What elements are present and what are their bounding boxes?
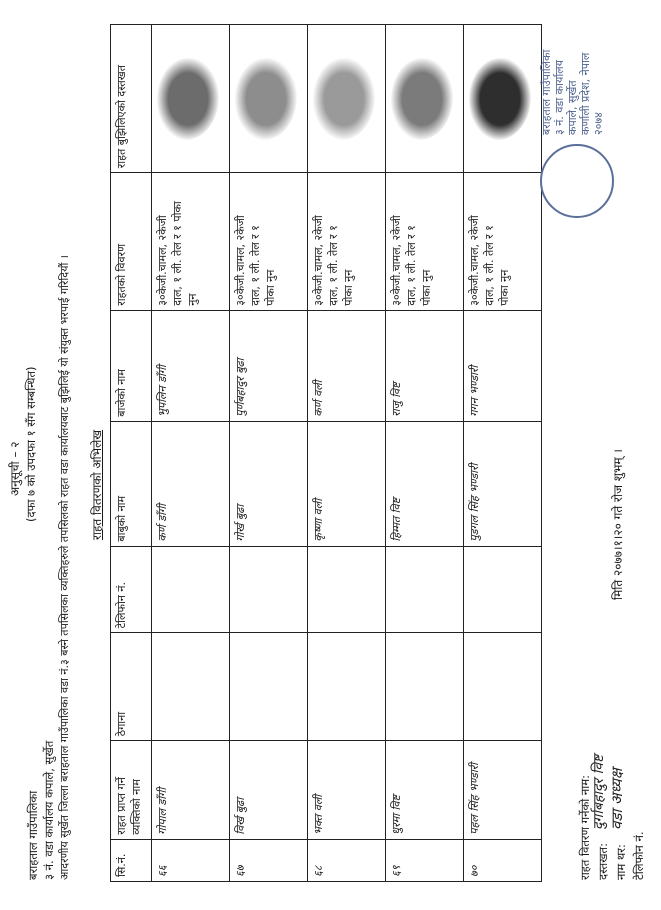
relief-detail-line: पोका नुन — [264, 269, 277, 306]
header-serial: सि.नं. — [111, 839, 152, 881]
thumbprint-icon — [235, 58, 297, 140]
row-thumbprint-signature — [464, 25, 542, 173]
row-serial: ६८ — [308, 839, 386, 881]
record-title: राहत वितरणको अभिलेख — [90, 429, 104, 540]
table-row — [464, 25, 542, 882]
thumbprint-icon — [157, 58, 219, 140]
header-signature: राहत बुझिलिएको दस्तखत — [111, 25, 152, 173]
row-address — [308, 633, 386, 741]
row-address — [152, 633, 230, 741]
row-relief-detail — [386, 173, 464, 311]
row-recipient-name: पहल सिंह भण्डारी — [464, 741, 542, 839]
row-relief-detail — [308, 173, 386, 311]
row-phone — [464, 546, 542, 633]
intro-statement: आदरणीय सुर्खेत जिल्ला बराहताल गाउँपालिका वडा नं.३ बस्ने तपसिलका व्यक्तिहरुले तपसिलको राहत वडा कार्यालयबाट बुझिलिई यो संयुक्त भरपाई गरिदियौं । — [58, 255, 71, 880]
relief-detail-line: नुन — [186, 293, 199, 306]
date-line: मिति २०७७।१।२० गते रोज शुभम् । — [611, 449, 625, 600]
relief-detail-line: ३०केजी.चामल, २केजी — [390, 215, 403, 306]
municipality-name: बराहताल गाउँपालिका — [26, 790, 40, 880]
header-relief-detail: राहतको विवरण — [111, 173, 152, 311]
header-phone: टेलिफोन नं. — [111, 546, 152, 633]
thumbprint-icon — [313, 58, 375, 140]
row-father-name: कर्ण डाँगी — [152, 421, 230, 546]
relief-detail-line: ३०केजी.चामल, २केजी — [234, 215, 247, 306]
phone-label: टेलिफोन नं. — [632, 831, 646, 880]
relief-detail-line: दाल, १ ली. तेल र १ — [249, 225, 262, 306]
row-serial: ७० — [464, 839, 542, 881]
row-address — [386, 633, 464, 741]
row-relief-detail — [230, 173, 308, 311]
row-grandfather-name: गगन भण्डारी — [464, 310, 542, 421]
name-post-label: नाम थर: — [614, 844, 628, 880]
row-recipient-name: विर्ख बुढा — [230, 741, 308, 839]
row-thumbprint-signature — [152, 25, 230, 173]
row-grandfather-name: पुर्णबहादुर बुढा — [230, 310, 308, 421]
row-grandfather-name: भुपलिन डाँगी — [152, 310, 230, 421]
header-father-name: बाबुको नाम — [111, 421, 152, 546]
row-recipient-name: भक्त वली — [308, 741, 386, 839]
relief-distribution-table — [110, 24, 542, 882]
header-recipient-name: राहत प्राप्त गर्ने व्यक्तिको नाम — [111, 741, 152, 839]
row-serial: ६६ — [152, 839, 230, 881]
distributor-signature: दुर्गाबहादुर विष्ट — [591, 754, 607, 830]
row-grandfather-name: कर्ण वली — [308, 310, 386, 421]
relief-detail-line: दाल, १ ली. तेल र १ — [405, 225, 418, 306]
row-phone — [230, 546, 308, 633]
row-relief-detail — [464, 173, 542, 311]
row-thumbprint-signature — [386, 25, 464, 173]
row-recipient-name: गोपाल डाँगी — [152, 741, 230, 839]
relief-detail-line: पोका नुन — [498, 269, 511, 306]
relief-detail-line: दाल, १ ली. तेल र १ — [327, 225, 340, 306]
row-phone — [152, 546, 230, 633]
row-address — [230, 633, 308, 741]
row-father-name: गोर्ख बुढा — [230, 421, 308, 546]
relief-detail-line: ३०केजी.चामल, २केजी — [468, 215, 481, 306]
row-serial: ६९ — [386, 839, 464, 881]
relief-detail-line: ३०केजी.चामल, २केजी — [312, 215, 325, 306]
row-phone — [386, 546, 464, 633]
relief-detail-line: ३०केजी.चामल, २केजी — [156, 215, 169, 306]
thumbprint-icon — [391, 58, 453, 140]
relief-detail-line: दाल, १ ली. तेल र १ पोका — [171, 201, 184, 306]
ward-office-line: ३ नं. वडा कार्यालय कपाले, सुर्खेत — [42, 740, 56, 880]
office-seal — [540, 144, 614, 218]
row-serial: ६७ — [230, 839, 308, 881]
row-father-name: पुडगल सिंह भण्डारी — [464, 421, 542, 546]
signature-label: दस्तखत: — [596, 843, 610, 880]
row-grandfather-name: राजु विष्ट — [386, 310, 464, 421]
row-father-name: हिम्मत विष्ट — [386, 421, 464, 546]
row-thumbprint-signature — [308, 25, 386, 173]
row-father-name: कृष्णा वली — [308, 421, 386, 546]
row-relief-detail — [152, 173, 230, 311]
office-seal-text: बराहताल गाउँपालिका ३ नं. वडा कार्यालय कपाले, सुर्खेत कर्णाली प्रदेश, नेपाल २०७४ — [540, 49, 605, 135]
header-address: ठेगाना — [111, 633, 152, 741]
distributor-label: राहत वितरण गर्नेको नाम: — [578, 774, 592, 880]
table-row — [386, 25, 464, 882]
table-row — [230, 25, 308, 882]
header-grandfather-name: बाजेको नाम — [111, 310, 152, 421]
annex-subtitle: (दफा ७ को उपदफा १ सँग सम्बन्धित) — [24, 366, 38, 522]
row-address — [464, 633, 542, 741]
relief-detail-line: दाल, १ ली. तेल र १ — [483, 225, 496, 306]
row-thumbprint-signature — [230, 25, 308, 173]
row-recipient-name: धुरमा विष्ट — [386, 741, 464, 839]
name-post-value: वडा अध्यक्ष — [608, 768, 626, 830]
table-row — [308, 25, 386, 882]
table-header-row — [111, 25, 152, 882]
thumbprint-icon — [469, 58, 531, 140]
relief-detail-line: पोका नुन — [420, 269, 433, 306]
relief-detail-line: पोका नुन — [342, 269, 355, 306]
table-row — [152, 25, 230, 882]
annex-title: अनुसूची – २ — [8, 441, 22, 496]
row-phone — [308, 546, 386, 633]
